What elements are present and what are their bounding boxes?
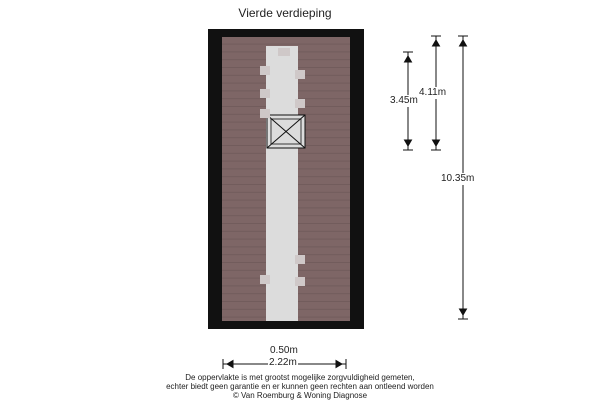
disclaimer-line-2: echter biedt geen garantie en er kunnen geen rechten aan ontleend worden bbox=[166, 382, 434, 391]
dimension-label-345: 3.45m bbox=[390, 95, 418, 106]
dimension-label-050: 0.50m bbox=[270, 345, 298, 356]
floor-title: Vierde verdieping bbox=[238, 6, 332, 20]
dimension-label-1035: 10.35m bbox=[441, 173, 475, 184]
dimension-label-222: 2.22m bbox=[269, 357, 297, 368]
dimension-label-411: 4.11m bbox=[419, 87, 447, 98]
copyright-line: © Van Roemburg & Woning Diagnose bbox=[232, 391, 368, 400]
disclaimer-line-1: De oppervlakte is met grootst mogelijke zorgvuldigheid gemeten, bbox=[185, 373, 415, 382]
